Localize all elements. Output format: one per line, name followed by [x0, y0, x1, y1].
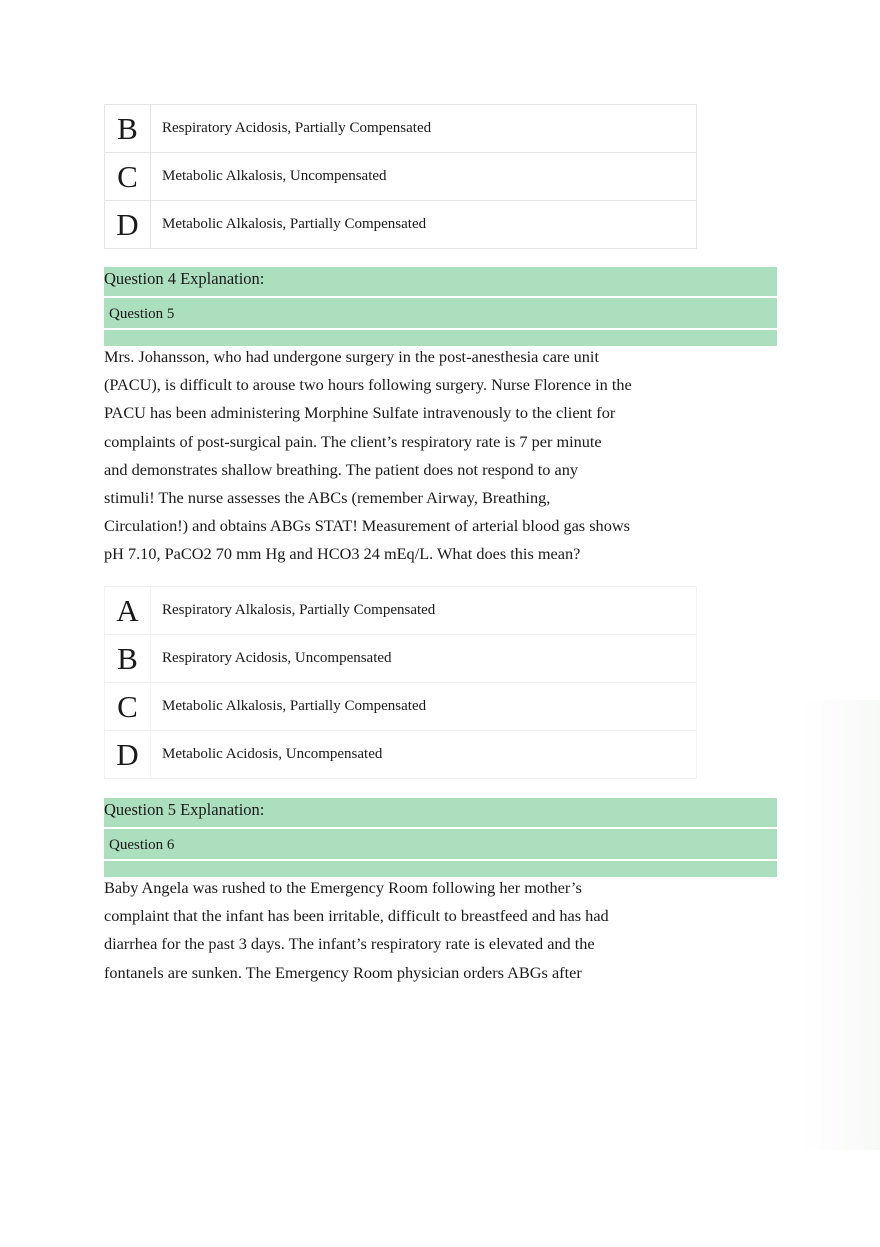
- option-text: Metabolic Alkalosis, Uncompensated: [151, 153, 697, 201]
- q4-option-d[interactable]: [105, 201, 697, 249]
- q4-explanation-label[interactable]: Question 4 Explanation:: [104, 267, 777, 298]
- option-letter: D: [105, 731, 151, 779]
- option-letter: C: [105, 683, 151, 731]
- q6-heading: Question 6: [104, 829, 777, 861]
- q5-line: PACU has been administering Morphine Sulfate intravenously to the client for: [104, 403, 616, 423]
- option-text: Metabolic Acidosis, Uncompensated: [151, 731, 697, 779]
- page-edge-shadow: [800, 700, 880, 1150]
- q5-option-c[interactable]: [105, 683, 697, 731]
- q5-question-text: [104, 343, 664, 569]
- option-letter: B: [105, 105, 151, 153]
- q5-line: Circulation!) and obtains ABGs STAT! Measurement of arterial blood gas shows: [104, 516, 630, 536]
- q5-line: complaints of post-surgical pain. The client’s respiratory rate is 7 per minute: [104, 431, 602, 451]
- q5-option-b[interactable]: [105, 635, 697, 683]
- q5-heading: Question 5: [104, 298, 777, 330]
- q5-line: pH 7.10, PaCO2 70 mm Hg and HCO3 24 mEq/L. What does this mean?: [104, 544, 581, 564]
- option-letter: A: [105, 587, 151, 635]
- option-letter: B: [105, 635, 151, 683]
- q6-line: diarrhea for the past 3 days. The infant’s respiratory rate is elevated and the: [104, 934, 595, 954]
- q6-question-text: [104, 874, 664, 987]
- q4-options-table: [104, 104, 697, 249]
- q5-explanation-band: [104, 798, 777, 877]
- q5-line: and demonstrates shallow breathing. The patient does not respond to any: [104, 459, 579, 479]
- option-text: Respiratory Acidosis, Partially Compensated: [151, 105, 697, 153]
- option-text: Metabolic Alkalosis, Partially Compensated: [151, 683, 697, 731]
- q6-line: Baby Angela was rushed to the Emergency Room following her mother’s: [104, 878, 582, 897]
- q4-option-b[interactable]: [105, 105, 697, 153]
- q5-explanation-label[interactable]: Question 5 Explanation:: [104, 798, 777, 829]
- option-text: Respiratory Acidosis, Uncompensated: [151, 635, 697, 683]
- q5-line: Mrs. Johansson, who had undergone surgery in the post-anesthesia care unit: [104, 347, 599, 366]
- q6-line: fontanels are sunken. The Emergency Room physician orders ABGs after: [104, 962, 582, 982]
- option-letter: D: [105, 201, 151, 249]
- q6-line: complaint that the infant has been irritable, difficult to breastfeed and has had: [104, 906, 609, 926]
- q5-option-d[interactable]: [105, 731, 697, 779]
- q5-line: stimuli! The nurse assesses the ABCs (remember Airway, Breathing,: [104, 488, 551, 508]
- q5-options-table: [104, 586, 697, 779]
- q5-option-a[interactable]: [105, 587, 697, 635]
- option-letter: C: [105, 153, 151, 201]
- q4-explanation-band: [104, 267, 777, 346]
- option-text: Metabolic Alkalosis, Partially Compensated: [151, 201, 697, 249]
- option-text: Respiratory Alkalosis, Partially Compensated: [151, 587, 697, 635]
- q5-line: (PACU), is difficult to arouse two hours following surgery. Nurse Florence in the: [104, 375, 632, 395]
- q4-option-c[interactable]: [105, 153, 697, 201]
